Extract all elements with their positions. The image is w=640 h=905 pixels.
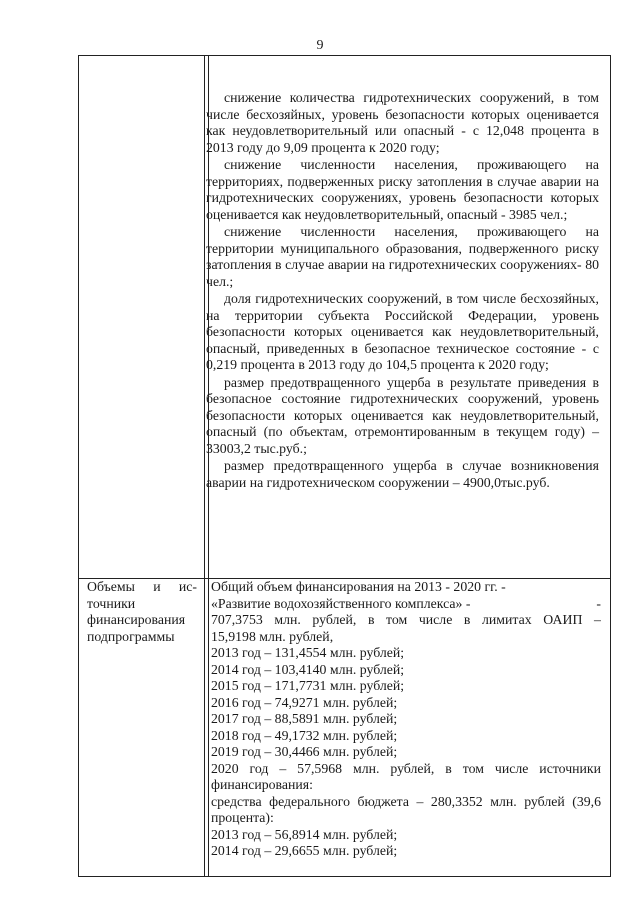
word: в (463, 612, 471, 627)
label-line: точники (87, 595, 136, 611)
program-name-line (211, 596, 601, 613)
indicator-paragraph: снижение количества гидротехнических сооружений, в том числе бесхозяйных, уровень безопасности которых оценивается как неудовлетворительный или опасный - с 12,048 процента в 2013 году до 9,09 процента к 2020 году; (206, 90, 599, 155)
word: числе (418, 612, 453, 627)
label-line: финансирования (87, 612, 186, 627)
label-word: ис- (178, 579, 197, 594)
program-dash: - (596, 595, 601, 611)
federal-amount-2013: 2013 год – 56,8914 млн. рублей; (211, 826, 398, 842)
federal-amount-2014: 2014 год – 29,6655 млн. рублей; (211, 843, 398, 858)
word: в (367, 612, 375, 627)
year-amount-2014: 2014 год – 103,4140 млн. рублей; (211, 661, 405, 677)
year-amount-2017: 2017 год – 88,5891 млн. рублей; (211, 711, 398, 726)
year-amount-2019: 2019 год – 30,4466 млн. рублей; (211, 744, 398, 759)
target-indicators-cell (206, 90, 599, 491)
passport-table (78, 55, 611, 877)
word: том (386, 612, 408, 627)
page-number: 9 (316, 38, 324, 53)
financing-details-cell (211, 579, 601, 860)
label-word: и (153, 579, 161, 594)
indicator-paragraph: снижение численности населения, проживающего на территориях, подверженных риску затопления в случае аварии на гидротехнических сооружениях, уровень безопасности которых оценивается как неудовлетворительный, опасный - 3985 чел.; (206, 157, 599, 222)
financing-label-cell (87, 579, 197, 645)
label-line: подпрограммы (87, 628, 175, 644)
column-divider (204, 56, 205, 876)
indicator-paragraph: снижение численности населения, проживающего на территории муниципального образования, подверженного риску затопления в случае аварии на гидротехнических сооружениях- 80 чел.; (206, 224, 599, 289)
program-name: «Развитие водохозяйственного комплекса» - (211, 595, 471, 611)
year-amount-2013: 2013 год – 131,4554 млн. рублей; (211, 645, 405, 660)
federal-budget-line: средства федерального бюджета – 280,3352 млн. рублей (39,6 процента): (211, 793, 601, 825)
indicator-paragraph: размер предотвращенного ущерба в результате приведения в безопасное состояние гидротехнических сооружений, уровень безопасности которых оценивается как неудовлетворительный, опасный (по объектам, отремонтированным в текущем году) – 33003,2 тыс.руб.; (206, 374, 599, 456)
year-amount-2018: 2018 год – 49,1732 млн. рублей; (211, 727, 398, 743)
word: ОАИП (543, 612, 583, 627)
year-amount-2020: 2020 год – 57,5968 млн. рублей, в том числе источники финансирования: (211, 760, 601, 792)
total-amount: 707,3753 (211, 612, 263, 627)
total-amount-line (211, 612, 601, 629)
total-financing-line: Общий объем финансирования на 2013 - 2020 гг. - (211, 579, 506, 594)
indicator-paragraph: доля гидротехнических сооружений, в том числе бесхозяйных, на территории субъекта Российской Федерации, уровень безопасности которых оценивается как неудовлетворительный, опасный, приведенных в безопасное техническое состояние - с 0,219 процента в 2013 году до 104,5 процента к 2020 году; (206, 291, 599, 372)
label-word: Объемы (87, 579, 135, 594)
word: лимитах (482, 612, 532, 627)
word: рублей, (312, 612, 357, 627)
word: млн. (274, 612, 301, 627)
word: – (594, 612, 601, 627)
year-amount-2015: 2015 год – 171,7731 млн. рублей; (211, 678, 405, 693)
indicator-paragraph: размер предотвращенного ущерба в случае возникновения аварии на гидротехническом сооружении – 4900,0тыс.руб. (206, 458, 599, 490)
year-amount-2016: 2016 год – 74,9271 млн. рублей; (211, 694, 398, 710)
oaip-amount-line: 15,9198 млн. рублей, (211, 628, 334, 644)
